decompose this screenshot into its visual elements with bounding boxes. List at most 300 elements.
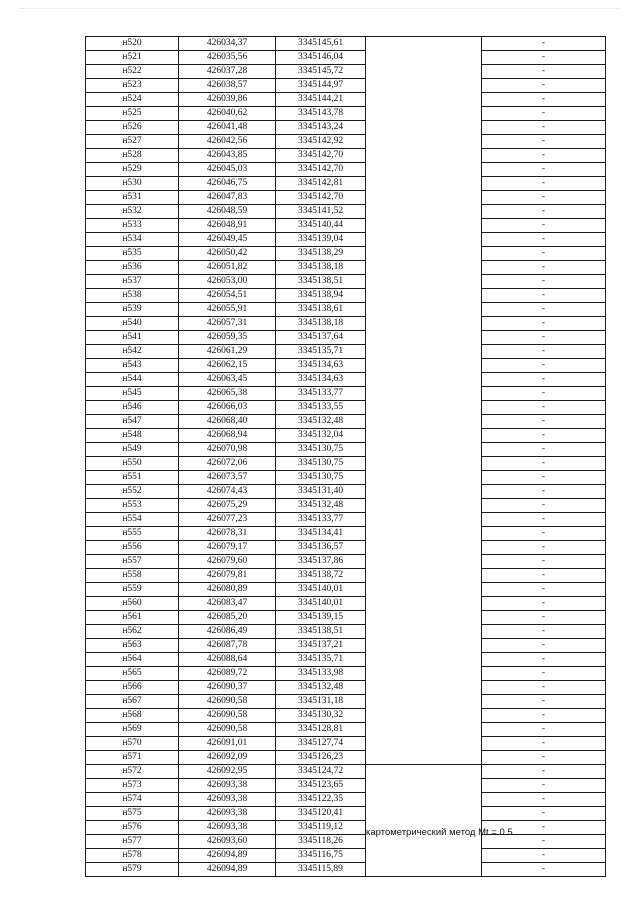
table-row xyxy=(86,863,606,877)
x-coordinate-cell: 426085,20 xyxy=(179,611,276,625)
x-coordinate-cell: 426093,38 xyxy=(179,807,276,821)
table-row xyxy=(86,779,606,793)
y-coordinate-cell: 3345143,24 xyxy=(276,121,366,135)
y-coordinate-cell: 3345145,72 xyxy=(276,65,366,79)
y-coordinate-cell: 3345124,72 xyxy=(276,765,366,779)
table-row xyxy=(86,765,606,779)
point-id-cell: н568 xyxy=(86,709,179,723)
table-row xyxy=(86,289,606,303)
y-coordinate-cell: 3345138,51 xyxy=(276,275,366,289)
point-id-cell: н550 xyxy=(86,457,179,471)
x-coordinate-cell: 426039,86 xyxy=(179,93,276,107)
precision-cell: - xyxy=(482,205,606,219)
y-coordinate-cell: 3345132,48 xyxy=(276,499,366,513)
precision-cell: - xyxy=(482,737,606,751)
table-row xyxy=(86,835,606,849)
point-id-cell: н576 xyxy=(86,821,179,835)
table-row xyxy=(86,401,606,415)
x-coordinate-cell: 426040,62 xyxy=(179,107,276,121)
point-id-cell: н547 xyxy=(86,415,179,429)
x-coordinate-cell: 426083,47 xyxy=(179,597,276,611)
point-id-cell: н536 xyxy=(86,261,179,275)
y-coordinate-cell: 3345131,18 xyxy=(276,695,366,709)
precision-cell: - xyxy=(482,37,606,51)
x-coordinate-cell: 426072,06 xyxy=(179,457,276,471)
point-id-cell: н573 xyxy=(86,779,179,793)
x-coordinate-cell: 426035,56 xyxy=(179,51,276,65)
precision-cell: - xyxy=(482,597,606,611)
point-id-cell: н544 xyxy=(86,373,179,387)
y-coordinate-cell: 3345122,35 xyxy=(276,793,366,807)
point-id-cell: н552 xyxy=(86,485,179,499)
y-coordinate-cell: 3345132,04 xyxy=(276,429,366,443)
precision-cell: - xyxy=(482,569,606,583)
precision-cell: - xyxy=(482,373,606,387)
x-coordinate-cell: 426045,03 xyxy=(179,163,276,177)
precision-cell: - xyxy=(482,681,606,695)
table-row xyxy=(86,653,606,667)
point-id-cell: н558 xyxy=(86,569,179,583)
precision-cell: - xyxy=(482,751,606,765)
x-coordinate-cell: 426048,91 xyxy=(179,219,276,233)
y-coordinate-cell: 3345123,65 xyxy=(276,779,366,793)
precision-cell: - xyxy=(482,345,606,359)
table-row xyxy=(86,849,606,863)
table-row xyxy=(86,65,606,79)
y-coordinate-cell: 3345142,70 xyxy=(276,191,366,205)
table-row xyxy=(86,51,606,65)
x-coordinate-cell: 426043,85 xyxy=(179,149,276,163)
x-coordinate-cell: 426090,58 xyxy=(179,723,276,737)
x-coordinate-cell: 426090,37 xyxy=(179,681,276,695)
point-id-cell: н546 xyxy=(86,401,179,415)
precision-cell: - xyxy=(482,639,606,653)
y-coordinate-cell: 3345133,55 xyxy=(276,401,366,415)
precision-cell: - xyxy=(482,821,606,835)
table-row xyxy=(86,275,606,289)
point-id-cell: н524 xyxy=(86,93,179,107)
point-id-cell: н557 xyxy=(86,555,179,569)
table-row xyxy=(86,471,606,485)
table-row xyxy=(86,555,606,569)
y-coordinate-cell: 3345137,21 xyxy=(276,639,366,653)
x-coordinate-cell: 426047,83 xyxy=(179,191,276,205)
point-id-cell: н528 xyxy=(86,149,179,163)
table-row xyxy=(86,359,606,373)
precision-cell: - xyxy=(482,191,606,205)
point-id-cell: н554 xyxy=(86,513,179,527)
point-id-cell: н569 xyxy=(86,723,179,737)
precision-cell: - xyxy=(482,541,606,555)
point-id-cell: н556 xyxy=(86,541,179,555)
precision-cell: - xyxy=(482,233,606,247)
point-id-cell: н531 xyxy=(86,191,179,205)
y-coordinate-cell: 3345118,26 xyxy=(276,835,366,849)
table-row xyxy=(86,261,606,275)
point-id-cell: н579 xyxy=(86,863,179,877)
y-coordinate-cell: 3345135,71 xyxy=(276,653,366,667)
x-coordinate-cell: 426034,37 xyxy=(179,37,276,51)
precision-cell: - xyxy=(482,429,606,443)
x-coordinate-cell: 426086,49 xyxy=(179,625,276,639)
y-coordinate-cell: 3345146,04 xyxy=(276,51,366,65)
y-coordinate-cell: 3345138,61 xyxy=(276,303,366,317)
y-coordinate-cell: 3345130,32 xyxy=(276,709,366,723)
x-coordinate-cell: 426051,82 xyxy=(179,261,276,275)
precision-cell: - xyxy=(482,401,606,415)
precision-cell: - xyxy=(482,611,606,625)
precision-cell: - xyxy=(482,387,606,401)
table-row xyxy=(86,821,606,835)
point-id-cell: н571 xyxy=(86,751,179,765)
precision-cell: - xyxy=(482,219,606,233)
y-coordinate-cell: 3345144,97 xyxy=(276,79,366,93)
y-coordinate-cell: 3345142,92 xyxy=(276,135,366,149)
x-coordinate-cell: 426073,57 xyxy=(179,471,276,485)
x-coordinate-cell: 426037,28 xyxy=(179,65,276,79)
table-row xyxy=(86,303,606,317)
precision-cell: - xyxy=(482,303,606,317)
point-id-cell: н563 xyxy=(86,639,179,653)
table-row xyxy=(86,527,606,541)
point-id-cell: н560 xyxy=(86,597,179,611)
precision-cell: - xyxy=(482,625,606,639)
x-coordinate-cell: 426092,09 xyxy=(179,751,276,765)
precision-cell: - xyxy=(482,359,606,373)
table-row xyxy=(86,331,606,345)
point-id-cell: н540 xyxy=(86,317,179,331)
y-coordinate-cell: 3345139,15 xyxy=(276,611,366,625)
y-coordinate-cell: 3345138,51 xyxy=(276,625,366,639)
point-id-cell: н529 xyxy=(86,163,179,177)
table-row xyxy=(86,163,606,177)
x-coordinate-cell: 426046,75 xyxy=(179,177,276,191)
y-coordinate-cell: 3345139,04 xyxy=(276,233,366,247)
y-coordinate-cell: 3345137,64 xyxy=(276,331,366,345)
y-coordinate-cell: 3345134,63 xyxy=(276,373,366,387)
coordinates-table xyxy=(85,36,606,877)
point-id-cell: н522 xyxy=(86,65,179,79)
method-cell-empty xyxy=(366,37,482,765)
point-id-cell: н562 xyxy=(86,625,179,639)
table-row xyxy=(86,457,606,471)
point-id-cell: н537 xyxy=(86,275,179,289)
table-row xyxy=(86,499,606,513)
x-coordinate-cell: 426093,38 xyxy=(179,779,276,793)
point-id-cell: н539 xyxy=(86,303,179,317)
y-coordinate-cell: 3345134,41 xyxy=(276,527,366,541)
y-coordinate-cell: 3345138,94 xyxy=(276,289,366,303)
precision-cell: - xyxy=(482,275,606,289)
point-id-cell: н548 xyxy=(86,429,179,443)
precision-cell: - xyxy=(482,149,606,163)
precision-cell: - xyxy=(482,471,606,485)
precision-cell: - xyxy=(482,653,606,667)
y-coordinate-cell: 3345141,52 xyxy=(276,205,366,219)
table-row xyxy=(86,667,606,681)
y-coordinate-cell: 3345131,40 xyxy=(276,485,366,499)
y-coordinate-cell: 3345142,81 xyxy=(276,177,366,191)
table-row xyxy=(86,681,606,695)
y-coordinate-cell: 3345136,57 xyxy=(276,541,366,555)
x-coordinate-cell: 426054,51 xyxy=(179,289,276,303)
point-id-cell: н555 xyxy=(86,527,179,541)
point-id-cell: н553 xyxy=(86,499,179,513)
point-id-cell: н551 xyxy=(86,471,179,485)
point-id-cell: н530 xyxy=(86,177,179,191)
point-id-cell: н578 xyxy=(86,849,179,863)
precision-cell: - xyxy=(482,835,606,849)
table-row xyxy=(86,695,606,709)
precision-cell: - xyxy=(482,779,606,793)
y-coordinate-cell: 3345130,75 xyxy=(276,471,366,485)
x-coordinate-cell: 426089,72 xyxy=(179,667,276,681)
precision-cell: - xyxy=(482,135,606,149)
x-coordinate-cell: 426088,64 xyxy=(179,653,276,667)
y-coordinate-cell: 3345145,61 xyxy=(276,37,366,51)
point-id-cell: н559 xyxy=(86,583,179,597)
y-coordinate-cell: 3345140,01 xyxy=(276,597,366,611)
point-id-cell: н527 xyxy=(86,135,179,149)
precision-cell: - xyxy=(482,765,606,779)
x-coordinate-cell: 426053,00 xyxy=(179,275,276,289)
x-coordinate-cell: 426079,81 xyxy=(179,569,276,583)
point-id-cell: н570 xyxy=(86,737,179,751)
precision-cell: - xyxy=(482,849,606,863)
x-coordinate-cell: 426042,56 xyxy=(179,135,276,149)
point-id-cell: н572 xyxy=(86,765,179,779)
y-coordinate-cell: 3345133,77 xyxy=(276,513,366,527)
table-row xyxy=(86,37,606,51)
x-coordinate-cell: 426057,31 xyxy=(179,317,276,331)
y-coordinate-cell: 3345133,98 xyxy=(276,667,366,681)
x-coordinate-cell: 426091,01 xyxy=(179,737,276,751)
y-coordinate-cell: 3345115,89 xyxy=(276,863,366,877)
y-coordinate-cell: 3345144,21 xyxy=(276,93,366,107)
table-row xyxy=(86,429,606,443)
point-id-cell: н565 xyxy=(86,667,179,681)
point-id-cell: н523 xyxy=(86,79,179,93)
x-coordinate-cell: 426061,29 xyxy=(179,345,276,359)
point-id-cell: н574 xyxy=(86,793,179,807)
precision-cell: - xyxy=(482,79,606,93)
x-coordinate-cell: 426079,17 xyxy=(179,541,276,555)
x-coordinate-cell: 426075,29 xyxy=(179,499,276,513)
point-id-cell: н543 xyxy=(86,359,179,373)
x-coordinate-cell: 426055,91 xyxy=(179,303,276,317)
table-row xyxy=(86,247,606,261)
point-id-cell: н564 xyxy=(86,653,179,667)
point-id-cell: н577 xyxy=(86,835,179,849)
table-row xyxy=(86,121,606,135)
point-id-cell: н561 xyxy=(86,611,179,625)
y-coordinate-cell: 3345138,29 xyxy=(276,247,366,261)
x-coordinate-cell: 426048,59 xyxy=(179,205,276,219)
table-row xyxy=(86,807,606,821)
x-coordinate-cell: 426077,23 xyxy=(179,513,276,527)
point-id-cell: н538 xyxy=(86,289,179,303)
y-coordinate-cell: 3345127,74 xyxy=(276,737,366,751)
table-row xyxy=(86,639,606,653)
x-coordinate-cell: 426050,42 xyxy=(179,247,276,261)
y-coordinate-cell: 3345130,75 xyxy=(276,457,366,471)
y-coordinate-cell: 3345142,70 xyxy=(276,149,366,163)
y-coordinate-cell: 3345132,48 xyxy=(276,415,366,429)
x-coordinate-cell: 426093,38 xyxy=(179,793,276,807)
point-id-cell: н566 xyxy=(86,681,179,695)
point-id-cell: н567 xyxy=(86,695,179,709)
y-coordinate-cell: 3345142,70 xyxy=(276,163,366,177)
table-row xyxy=(86,513,606,527)
precision-cell: - xyxy=(482,527,606,541)
point-id-cell: н549 xyxy=(86,443,179,457)
x-coordinate-cell: 426090,58 xyxy=(179,695,276,709)
table-row xyxy=(86,583,606,597)
y-coordinate-cell: 3345138,72 xyxy=(276,569,366,583)
point-id-cell: н535 xyxy=(86,247,179,261)
precision-cell: - xyxy=(482,121,606,135)
y-coordinate-cell: 3345126,23 xyxy=(276,751,366,765)
method-cell xyxy=(366,765,513,877)
table-row xyxy=(86,233,606,247)
x-coordinate-cell: 426090,58 xyxy=(179,709,276,723)
x-coordinate-cell: 426062,15 xyxy=(179,359,276,373)
table-row xyxy=(86,485,606,499)
precision-cell: - xyxy=(482,793,606,807)
table-row xyxy=(86,723,606,737)
table-row xyxy=(86,219,606,233)
precision-cell: - xyxy=(482,513,606,527)
y-coordinate-cell: 3345143,78 xyxy=(276,107,366,121)
table-row xyxy=(86,625,606,639)
x-coordinate-cell: 426068,40 xyxy=(179,415,276,429)
precision-cell: - xyxy=(482,261,606,275)
y-coordinate-cell: 3345140,01 xyxy=(276,583,366,597)
point-id-cell: н545 xyxy=(86,387,179,401)
table-row xyxy=(86,709,606,723)
y-coordinate-cell: 3345116,75 xyxy=(276,849,366,863)
precision-cell: - xyxy=(482,667,606,681)
point-id-cell: н533 xyxy=(86,219,179,233)
precision-cell: - xyxy=(482,317,606,331)
precision-cell: - xyxy=(482,499,606,513)
table-row xyxy=(86,177,606,191)
y-coordinate-cell: 3345130,75 xyxy=(276,443,366,457)
point-id-cell: н541 xyxy=(86,331,179,345)
precision-cell: - xyxy=(482,863,606,877)
precision-cell: - xyxy=(482,107,606,121)
table-row xyxy=(86,93,606,107)
precision-cell: - xyxy=(482,247,606,261)
y-coordinate-cell: 3345140,44 xyxy=(276,219,366,233)
table-row xyxy=(86,79,606,93)
precision-cell: - xyxy=(482,289,606,303)
x-coordinate-cell: 426059,35 xyxy=(179,331,276,345)
precision-cell: - xyxy=(482,65,606,79)
precision-cell: - xyxy=(482,485,606,499)
table-row xyxy=(86,373,606,387)
table-row xyxy=(86,415,606,429)
x-coordinate-cell: 426065,38 xyxy=(179,387,276,401)
y-coordinate-cell: 3345135,71 xyxy=(276,345,366,359)
x-coordinate-cell: 426070,98 xyxy=(179,443,276,457)
x-coordinate-cell: 426038,57 xyxy=(179,79,276,93)
coordinates-table-body xyxy=(86,37,606,877)
precision-cell: - xyxy=(482,583,606,597)
table-row xyxy=(86,345,606,359)
precision-cell: - xyxy=(482,443,606,457)
precision-cell: - xyxy=(482,331,606,345)
y-coordinate-cell: 3345133,77 xyxy=(276,387,366,401)
x-coordinate-cell: 426041,48 xyxy=(179,121,276,135)
point-id-cell: н526 xyxy=(86,121,179,135)
table-row xyxy=(86,793,606,807)
precision-cell: - xyxy=(482,807,606,821)
x-coordinate-cell: 426063,45 xyxy=(179,373,276,387)
precision-cell: - xyxy=(482,457,606,471)
precision-cell: - xyxy=(482,93,606,107)
table-row xyxy=(86,443,606,457)
precision-cell: - xyxy=(482,555,606,569)
table-row xyxy=(86,191,606,205)
table-row xyxy=(86,149,606,163)
table-row xyxy=(86,611,606,625)
table-row xyxy=(86,317,606,331)
y-coordinate-cell: 3345137,86 xyxy=(276,555,366,569)
y-coordinate-cell: 3345138,18 xyxy=(276,261,366,275)
x-coordinate-cell: 426068,94 xyxy=(179,429,276,443)
precision-cell: - xyxy=(482,163,606,177)
table-row xyxy=(86,205,606,219)
x-coordinate-cell: 426093,60 xyxy=(179,835,276,849)
precision-cell: - xyxy=(482,723,606,737)
y-coordinate-cell: 3345128,81 xyxy=(276,723,366,737)
y-coordinate-cell: 3345134,63 xyxy=(276,359,366,373)
method-note: картометрический метод Mt = 0.5 xyxy=(366,827,513,838)
x-coordinate-cell: 426079,60 xyxy=(179,555,276,569)
table-row xyxy=(86,751,606,765)
precision-cell: - xyxy=(482,709,606,723)
x-coordinate-cell: 426066,03 xyxy=(179,401,276,415)
precision-cell: - xyxy=(482,415,606,429)
precision-cell: - xyxy=(482,177,606,191)
point-id-cell: н520 xyxy=(86,37,179,51)
point-id-cell: н532 xyxy=(86,205,179,219)
table-row xyxy=(86,135,606,149)
x-coordinate-cell: 426093,38 xyxy=(179,821,276,835)
x-coordinate-cell: 426074,43 xyxy=(179,485,276,499)
table-row xyxy=(86,737,606,751)
y-coordinate-cell: 3345132,48 xyxy=(276,681,366,695)
point-id-cell: н534 xyxy=(86,233,179,247)
table-row xyxy=(86,541,606,555)
point-id-cell: н521 xyxy=(86,51,179,65)
x-coordinate-cell: 426049,45 xyxy=(179,233,276,247)
x-coordinate-cell: 426080,89 xyxy=(179,583,276,597)
x-coordinate-cell: 426094,89 xyxy=(179,849,276,863)
precision-cell: - xyxy=(482,51,606,65)
x-coordinate-cell: 426094,89 xyxy=(179,863,276,877)
table-row xyxy=(86,107,606,121)
x-coordinate-cell: 426078,31 xyxy=(179,527,276,541)
table-row xyxy=(86,597,606,611)
point-id-cell: н575 xyxy=(86,807,179,821)
x-coordinate-cell: 426092,95 xyxy=(179,765,276,779)
point-id-cell: н542 xyxy=(86,345,179,359)
y-coordinate-cell: 3345120,41 xyxy=(276,807,366,821)
scan-artifact-line xyxy=(20,8,620,13)
table-row xyxy=(86,387,606,401)
